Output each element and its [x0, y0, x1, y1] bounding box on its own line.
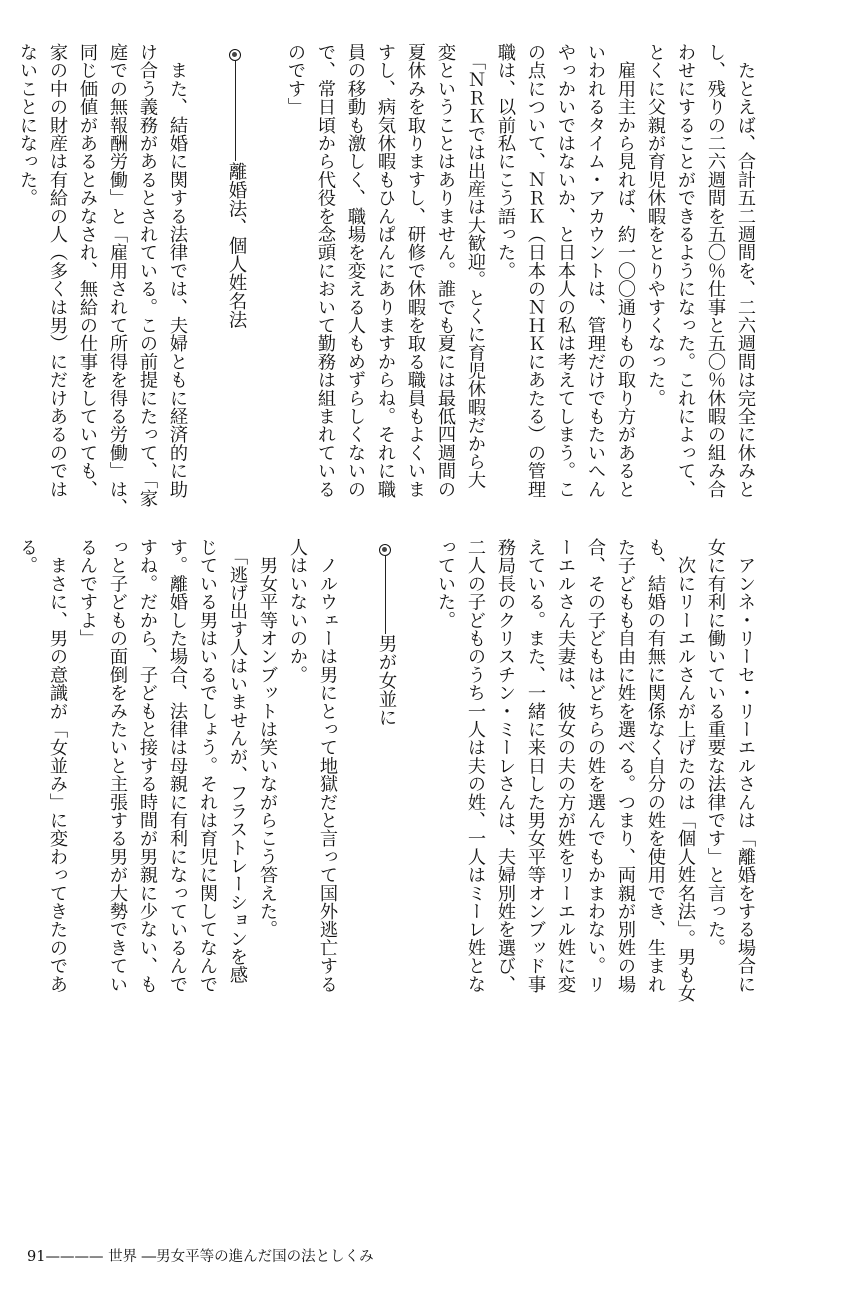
text-column: け合う義務があるとされている。この前提にたって、「家	[137, 43, 158, 508]
bullseye-icon	[379, 544, 391, 556]
text-column: アンネ・リーセ・リーエルさんは「離婚をする場合に	[735, 538, 756, 993]
section-heading	[342, 538, 430, 1003]
text-column: 「ＮＲＫでは出産は大歓迎。とくに育児休暇だから大	[465, 43, 486, 489]
section-heading-text: 離婚法、個人姓名法	[226, 162, 247, 329]
upper-text-block	[12, 43, 760, 517]
text-column: 雇用主から見れば、約一〇〇通りもの取り方があると	[615, 43, 636, 498]
text-column: 男女平等オンブットは笑いながらこう答えた。	[257, 538, 278, 939]
text-column: やっかいではないか、と日本人の私は考えてしまう。こ	[555, 43, 576, 498]
text-column: 員の移動も激しく、職場を変える人もめずらしくないの	[345, 43, 366, 498]
text-column: っと子どもの面倒をみたいと主張する男が大勢できてい	[107, 538, 128, 993]
text-column: ーエルさん夫妻は、彼女の夫の方が姓をリーエル姓に変	[555, 538, 576, 993]
text-column: 変ということはありません。誰でも夏には最低四週間の	[435, 43, 456, 498]
lower-text-block	[12, 538, 760, 1003]
text-column: で、常日頃から代役を念頭において勤務は組まれている	[315, 43, 336, 498]
text-column: 夏休みを取りますし、研修で休暇を取る職員もよくいま	[405, 43, 426, 498]
text-column: たとえば、合計五二週間を、二六週間は完全に休みと	[735, 43, 756, 498]
text-column: 務局長のクリスチン・ミーレさんは、夫婦別姓を選び、	[495, 538, 516, 993]
page-footer	[27, 1245, 374, 1266]
text-column: すね。だから、子どもと接する時間が男親に少ない、も	[137, 538, 158, 993]
text-column: の点について、ＮＲＫ（日本のＮＨＫにあたる）の管理	[525, 43, 546, 498]
text-column: まさに、男の意識が「女並み」に変わってきたのであ	[47, 538, 68, 993]
text-column: す。離婚した場合、法律は母親に有利になっているんで	[167, 538, 188, 993]
text-column: た子どもも自由に姓を選べる。つまり、両親が別姓の場	[615, 538, 636, 993]
text-column: 合、その子どもはどちらの姓を選んでもかまわない。リ	[585, 538, 606, 993]
running-title: 世界 ―男女平等の進んだ国の法としくみ	[108, 1249, 374, 1265]
section-heading-text: 男が女並に	[376, 634, 397, 727]
text-column: 人はいないのか。	[287, 538, 308, 684]
text-column: っていた。	[435, 538, 456, 629]
heading-rule	[385, 556, 386, 634]
text-column: ノルウェーは男にとって地獄だと言って国外逃亡する	[317, 538, 338, 993]
text-column: 庭での無報酬労働」と「雇用されて所得を得る労働」は、	[107, 43, 128, 517]
section-heading	[192, 43, 280, 503]
text-column: すし、病気休暇もひんぱんにありますからね。それに職	[375, 43, 396, 498]
bullseye-icon	[229, 49, 241, 61]
text-column: のです」	[285, 43, 306, 116]
text-column: ないことになった。	[17, 43, 38, 207]
text-column: とくに父親が育児休暇をとりやすくなった。	[645, 43, 666, 407]
text-column: 次にリーエルさんが上げたのは「個人姓名法」。男も女	[675, 538, 696, 1003]
heading-rule	[235, 61, 236, 161]
text-column: 女に有利に働いている重要な法律です」と言った。	[705, 538, 726, 957]
text-column: えている。また、一緒に来日した男女平等オンブッド事	[525, 538, 546, 993]
text-column: る。	[17, 538, 38, 575]
text-column: も、結婚の有無に関係なく自分の姓を使用でき、生まれ	[645, 538, 666, 993]
text-column: るんですよ」	[77, 538, 98, 648]
text-column: 同じ価値があるとみなされ、無給の仕事をしていても、	[77, 43, 98, 498]
text-column: 職は、以前私にこう語った。	[495, 43, 516, 280]
footer-dash-rule: ————	[45, 1249, 104, 1265]
text-column: し、残りの二六週間を五〇％仕事と五〇％休暇の組み合	[705, 43, 726, 498]
text-column: いわれるタイム・アカウントは、管理だけでもたいへん	[585, 43, 606, 498]
page-number: 91	[27, 1249, 46, 1265]
text-column: 二人の子どものうち一人は夫の姓、一人はミーレ姓とな	[465, 538, 486, 993]
text-column: じている男はいるでしょう。それは育児に関してなんで	[197, 538, 218, 993]
text-column: 「逃げ出す人はいませんが、フラストレーションを感	[227, 538, 248, 984]
text-column: 家の中の財産は有給の人（多くは男）にだけあるのでは	[47, 43, 68, 498]
text-column: また、結婚に関する法律では、夫婦ともに経済的に助	[167, 43, 188, 498]
text-column: わせにすることができるようになった。これによって、	[675, 43, 696, 498]
